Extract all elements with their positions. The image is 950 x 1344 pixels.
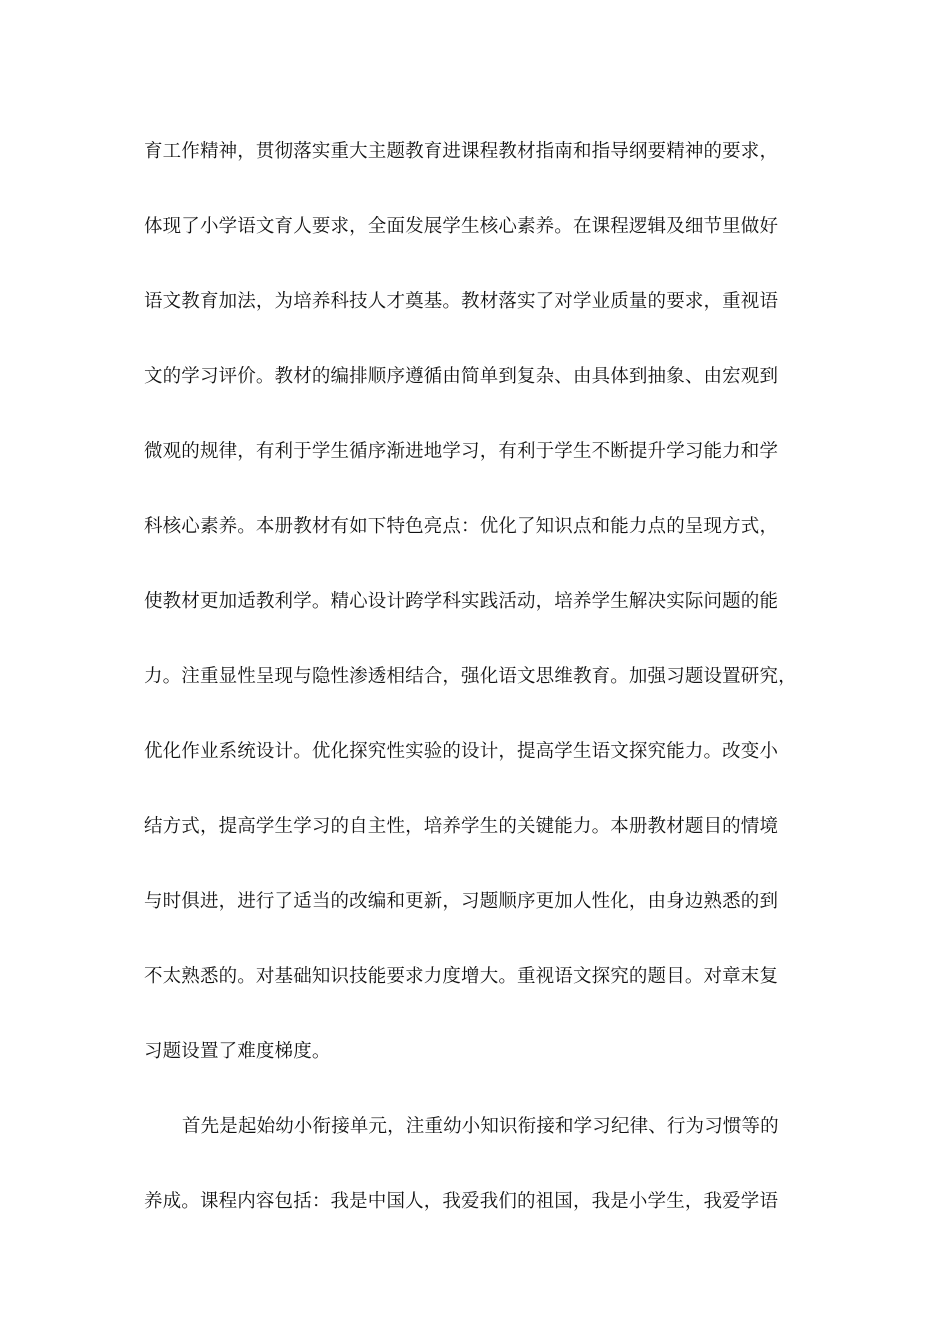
text-line: 与时俱进，进行了适当的改编和更新，习题顺序更加人性化，由身边熟悉的到 bbox=[144, 891, 779, 912]
text-line: 习题设置了难度梯度。 bbox=[144, 1041, 331, 1062]
text-line: 首先是起始幼小衔接单元，注重幼小知识衔接和学习纪律、行为习惯等的 bbox=[182, 1116, 779, 1137]
text-line: 力。注重显性呈现与隐性渗透相结合，强化语文思维教育。加强习题设置研究， bbox=[144, 666, 797, 687]
text-line: 不太熟悉的。对基础知识技能要求力度增大。重视语文探究的题目。对章末复 bbox=[144, 966, 779, 987]
text-line: 养成。课程内容包括：我是中国人，我爱我们的祖国，我是小学生，我爱学语 bbox=[144, 1191, 779, 1212]
text-line: 科核心素养。本册教材有如下特色亮点：优化了知识点和能力点的呈现方式， bbox=[144, 516, 779, 537]
body-text bbox=[144, 134, 824, 1259]
text-line: 育工作精神，贯彻落实重大主题教育进课程教材指南和指导纲要精神的要求， bbox=[144, 141, 779, 162]
text-line: 使教材更加适教利学。精心设计跨学科实践活动，培养学生解决实际问题的能 bbox=[144, 591, 779, 612]
text-line: 优化作业系统设计。优化探究性实验的设计，提高学生语文探究能力。改变小 bbox=[144, 741, 779, 762]
paragraph-1 bbox=[144, 134, 824, 1109]
text-line: 微观的规律，有利于学生循序渐进地学习，有利于学生不断提升学习能力和学 bbox=[144, 441, 779, 462]
text-line: 体现了小学语文育人要求，全面发展学生核心素养。在课程逻辑及细节里做好 bbox=[144, 216, 779, 237]
text-line: 语文教育加法，为培养科技人才奠基。教材落实了对学业质量的要求，重视语 bbox=[144, 291, 779, 312]
text-line: 结方式，提高学生学习的自主性，培养学生的关键能力。本册教材题目的情境 bbox=[144, 816, 779, 837]
text-line: 文的学习评价。教材的编排顺序遵循由简单到复杂、由具体到抽象、由宏观到 bbox=[144, 366, 779, 387]
paragraph-2 bbox=[144, 1109, 824, 1259]
